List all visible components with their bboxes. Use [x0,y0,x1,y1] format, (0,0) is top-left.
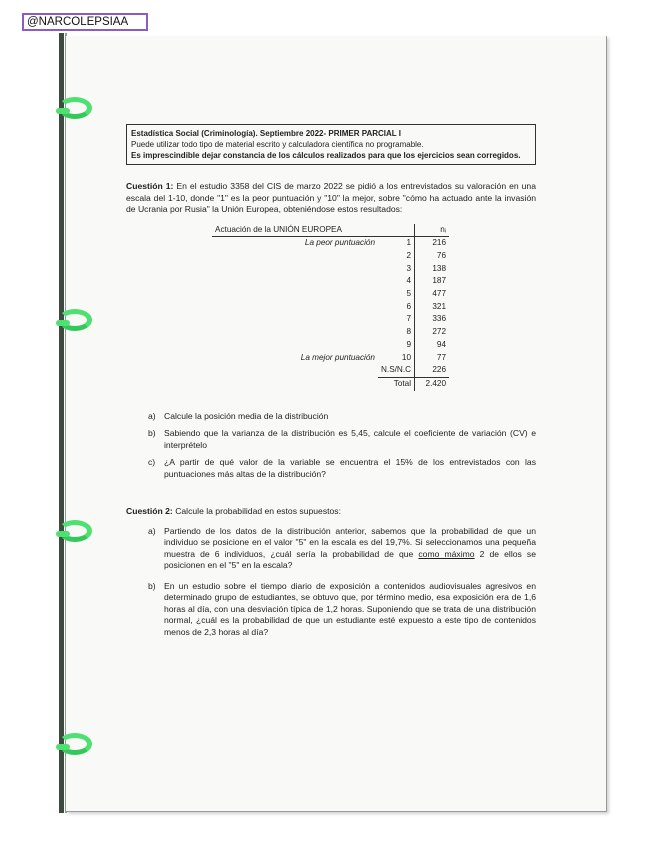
watermark-label: @NARCOLEPSIAA [22,13,148,31]
question-1 [126,181,536,216]
table-row: La peor puntuación 1 216 [212,237,449,250]
question-1-text: En el estudio 3358 del CIS de marzo 2022 se pidió a los entrevistados su valoración en una escala del 1-10, donde "1" es la peor puntuación y "10" la mejor, sobre "cómo ha actuado ante la invasión de Ucrania por Rusia" la Unión Europea, obteniéndose estos resultados: [126,181,536,214]
table-row: 9 94 [212,339,449,352]
binder-ring-stub [56,531,70,537]
question-2-items [148,526,536,639]
exam-instruction: Puede utilizar todo tipo de material escrito y calculadora científica no programable. [131,140,424,149]
table-row: La mejor puntuación 10 77 [212,352,449,365]
frequency-table [212,224,449,391]
table-header-frequency: nᵢ [415,224,450,237]
list-item: b) Sabiendo que la varianza de la distribución es 5,45, calcule el coeficiente de variación (CV) e interprételo [148,428,536,450]
exam-content [126,124,536,644]
list-item: b) En un estudio sobre el tiempo diario de exposición a contenidos audiovisuales agresivos en determinado grupo de estudiantes, se obtuvo que, por término medio, esa exposición era de 1,6 horas al día, con una desviación típica de 1,2 horas. Suponiendo que se trata de una distribución normal, ¿cuál es la probabilidad de que un estudiante esté expuesto a este tipo de contenidos menos de 2,3 horas al día? [148,580,536,637]
list-item: a) Partiendo de los datos de la distribución anterior, sabemos que la probabilidad de que un individuo se posicione en el valor "5" en la escala es del 19,7%. Si seleccionamos una pequeña muestra de 6 individuos, ¿cuál sería la probabilidad de que como máximo 2 de ellos se posicionen en el "5" en la escala? [148,525,536,571]
table-row: 3 138 [212,263,449,276]
table-total-row [212,377,449,390]
question-2-label: Cuestión 2: [126,506,173,517]
table-row: 4 187 [212,275,449,288]
table-row: N.S/N.C 226 [212,364,449,377]
question-2 [126,506,536,518]
table-row: 8 272 [212,326,449,339]
table-header-variable: Actuación de la UNIÓN EUROPEA [212,224,378,237]
binder-ring-stub [56,320,70,326]
exam-title: Estadística Social (Criminología). Septiembre 2022- PRIMER PARCIAL I [131,129,401,138]
table-row: 6 321 [212,301,449,314]
binder-ring-stub [56,108,70,114]
table-total-label: Total [378,377,415,390]
table-header-row [212,224,449,237]
table-total-value: 2.420 [415,377,450,390]
binder-spine [59,33,64,813]
binder-ring-stub [56,744,70,750]
question-2-text: Calcule la probabilidad en estos supuestos: [175,506,341,517]
question-1-items [148,411,536,481]
list-item: a) Calcule la posición media de la distribución [148,410,329,421]
question-1-label: Cuestión 1: [126,181,174,191]
exam-header [126,124,536,165]
list-item: c) ¿A partir de qué valor de la variable se encuentra el 15% de los entrevistados con las puntuaciones más altas de la distribución? [148,457,536,479]
table-row: 7 336 [212,313,449,326]
exam-instruction-bold: Es imprescindible dejar constancia de los cálculos realizados para que los ejercicios sean corregidos. [131,151,521,160]
table-row: 5 477 [212,288,449,301]
table-row: 2 76 [212,250,449,263]
